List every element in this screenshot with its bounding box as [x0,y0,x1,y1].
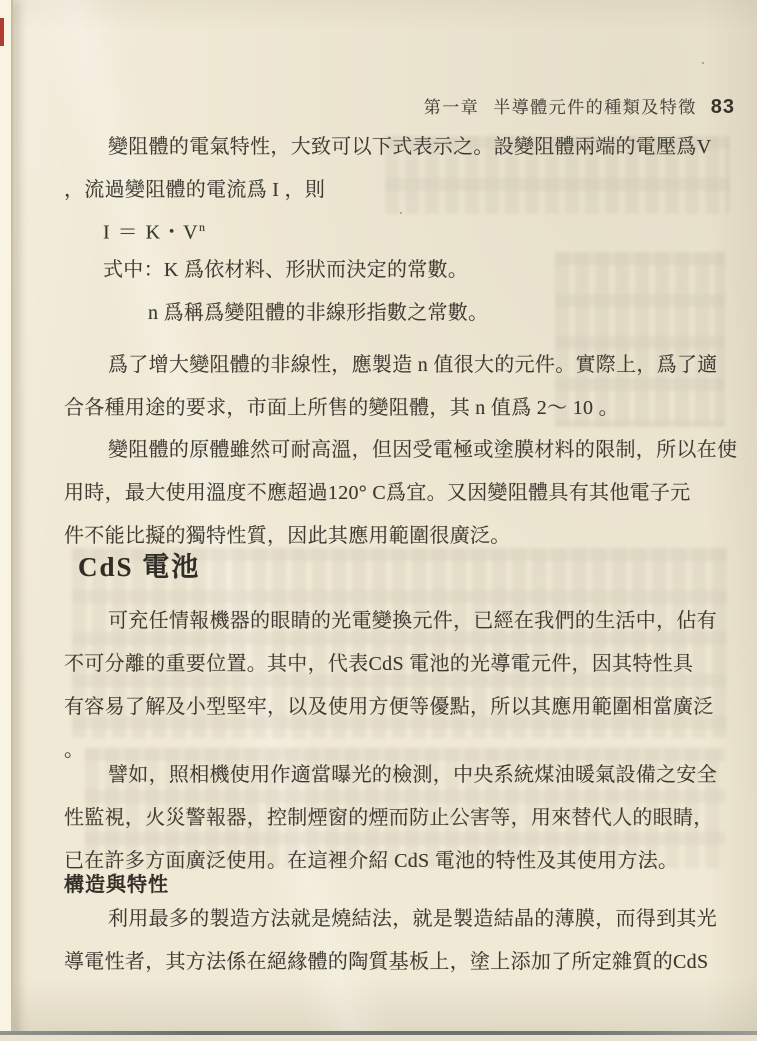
subsection-heading-structure: 構造與特性 [64,874,169,896]
paragraph-line: 已在許多方面廣泛使用。在這裡介紹 CdS 電池的特性及其使用方法。 [64,850,679,872]
edge-red-mark [0,18,4,46]
paragraph-line: 合各種用途的要求，市面上所售的變阻體，其 n 值爲 2～ 10 。 [64,397,619,419]
paragraph-line: 性監視，火災警報器，控制煙窗的煙而防止公害等，用來替代人的眼睛， [64,807,714,829]
page-header [424,93,735,119]
paragraph-line: 件不能比擬的獨特性質，因此其應用範圍很廣泛。 [64,525,511,547]
paragraph-line: ，流過變阻體的電流爲 I ，則 [64,179,326,201]
running-title [424,93,697,118]
formula-base: I ＝ K・V [103,221,200,244]
scan-bottom-strip [0,1035,757,1041]
paragraph-line: 。 [64,739,85,761]
paragraph-line: 導電性者，其方法係在絕緣體的陶質基板上，塗上添加了所定雜質的CdS [64,951,709,973]
formula [103,213,205,247]
paragraph-line: 可充任情報機器的眼睛的光電變換元件，已經在我們的生活中，佔有 [108,610,717,632]
formula-exponent: n [199,220,206,234]
paragraph-line: 用時，最大使用溫度不應超過120° C爲宜。又因變阻體具有其他電子元 [64,482,691,504]
paragraph-line: 利用最多的製造方法就是燒結法，就是製造結晶的薄膜，而得到其光 [108,908,717,930]
paragraph-line: 變阻體的電氣特性，大致可以下式表示之。設變阻體兩端的電壓爲V [108,136,712,158]
paragraph-line: 有容易了解及小型堅牢，以及使用方便等優點，所以其應用範圍相當廣泛 [64,696,714,718]
formula-note-line: n 爲稱爲變阻體的非線形指數之常數。 [148,302,489,324]
paragraph-line: 變阻體的原體雖然可耐高溫，但因受電極或塗膜材料的限制，所以在使 [108,439,738,461]
chapter-label: 第一章 [423,98,480,117]
page-under-edge [0,0,13,1041]
dust-speck [702,62,704,64]
page-number: 83 [710,96,735,118]
paragraph-line: 譬如，照相機使用作適當曝光的檢測，中央系統煤油暖氣設備之安全 [108,764,717,786]
paragraph-line: 不可分離的重要位置。其中，代表CdS 電池的光導電元件，因其特性具 [64,653,694,675]
dust-speck [400,212,402,214]
chapter-title: 半導體元件的種類及特徵 [493,98,697,117]
paragraph-line: 爲了增大變阻體的非線性，應製造 n 值很大的元件。實際上，爲了適 [108,354,718,376]
section-heading-cds: CdS 電池 [78,552,201,582]
formula-note-line: 式中：K 爲依材料、形狀而決定的常數。 [103,259,469,281]
